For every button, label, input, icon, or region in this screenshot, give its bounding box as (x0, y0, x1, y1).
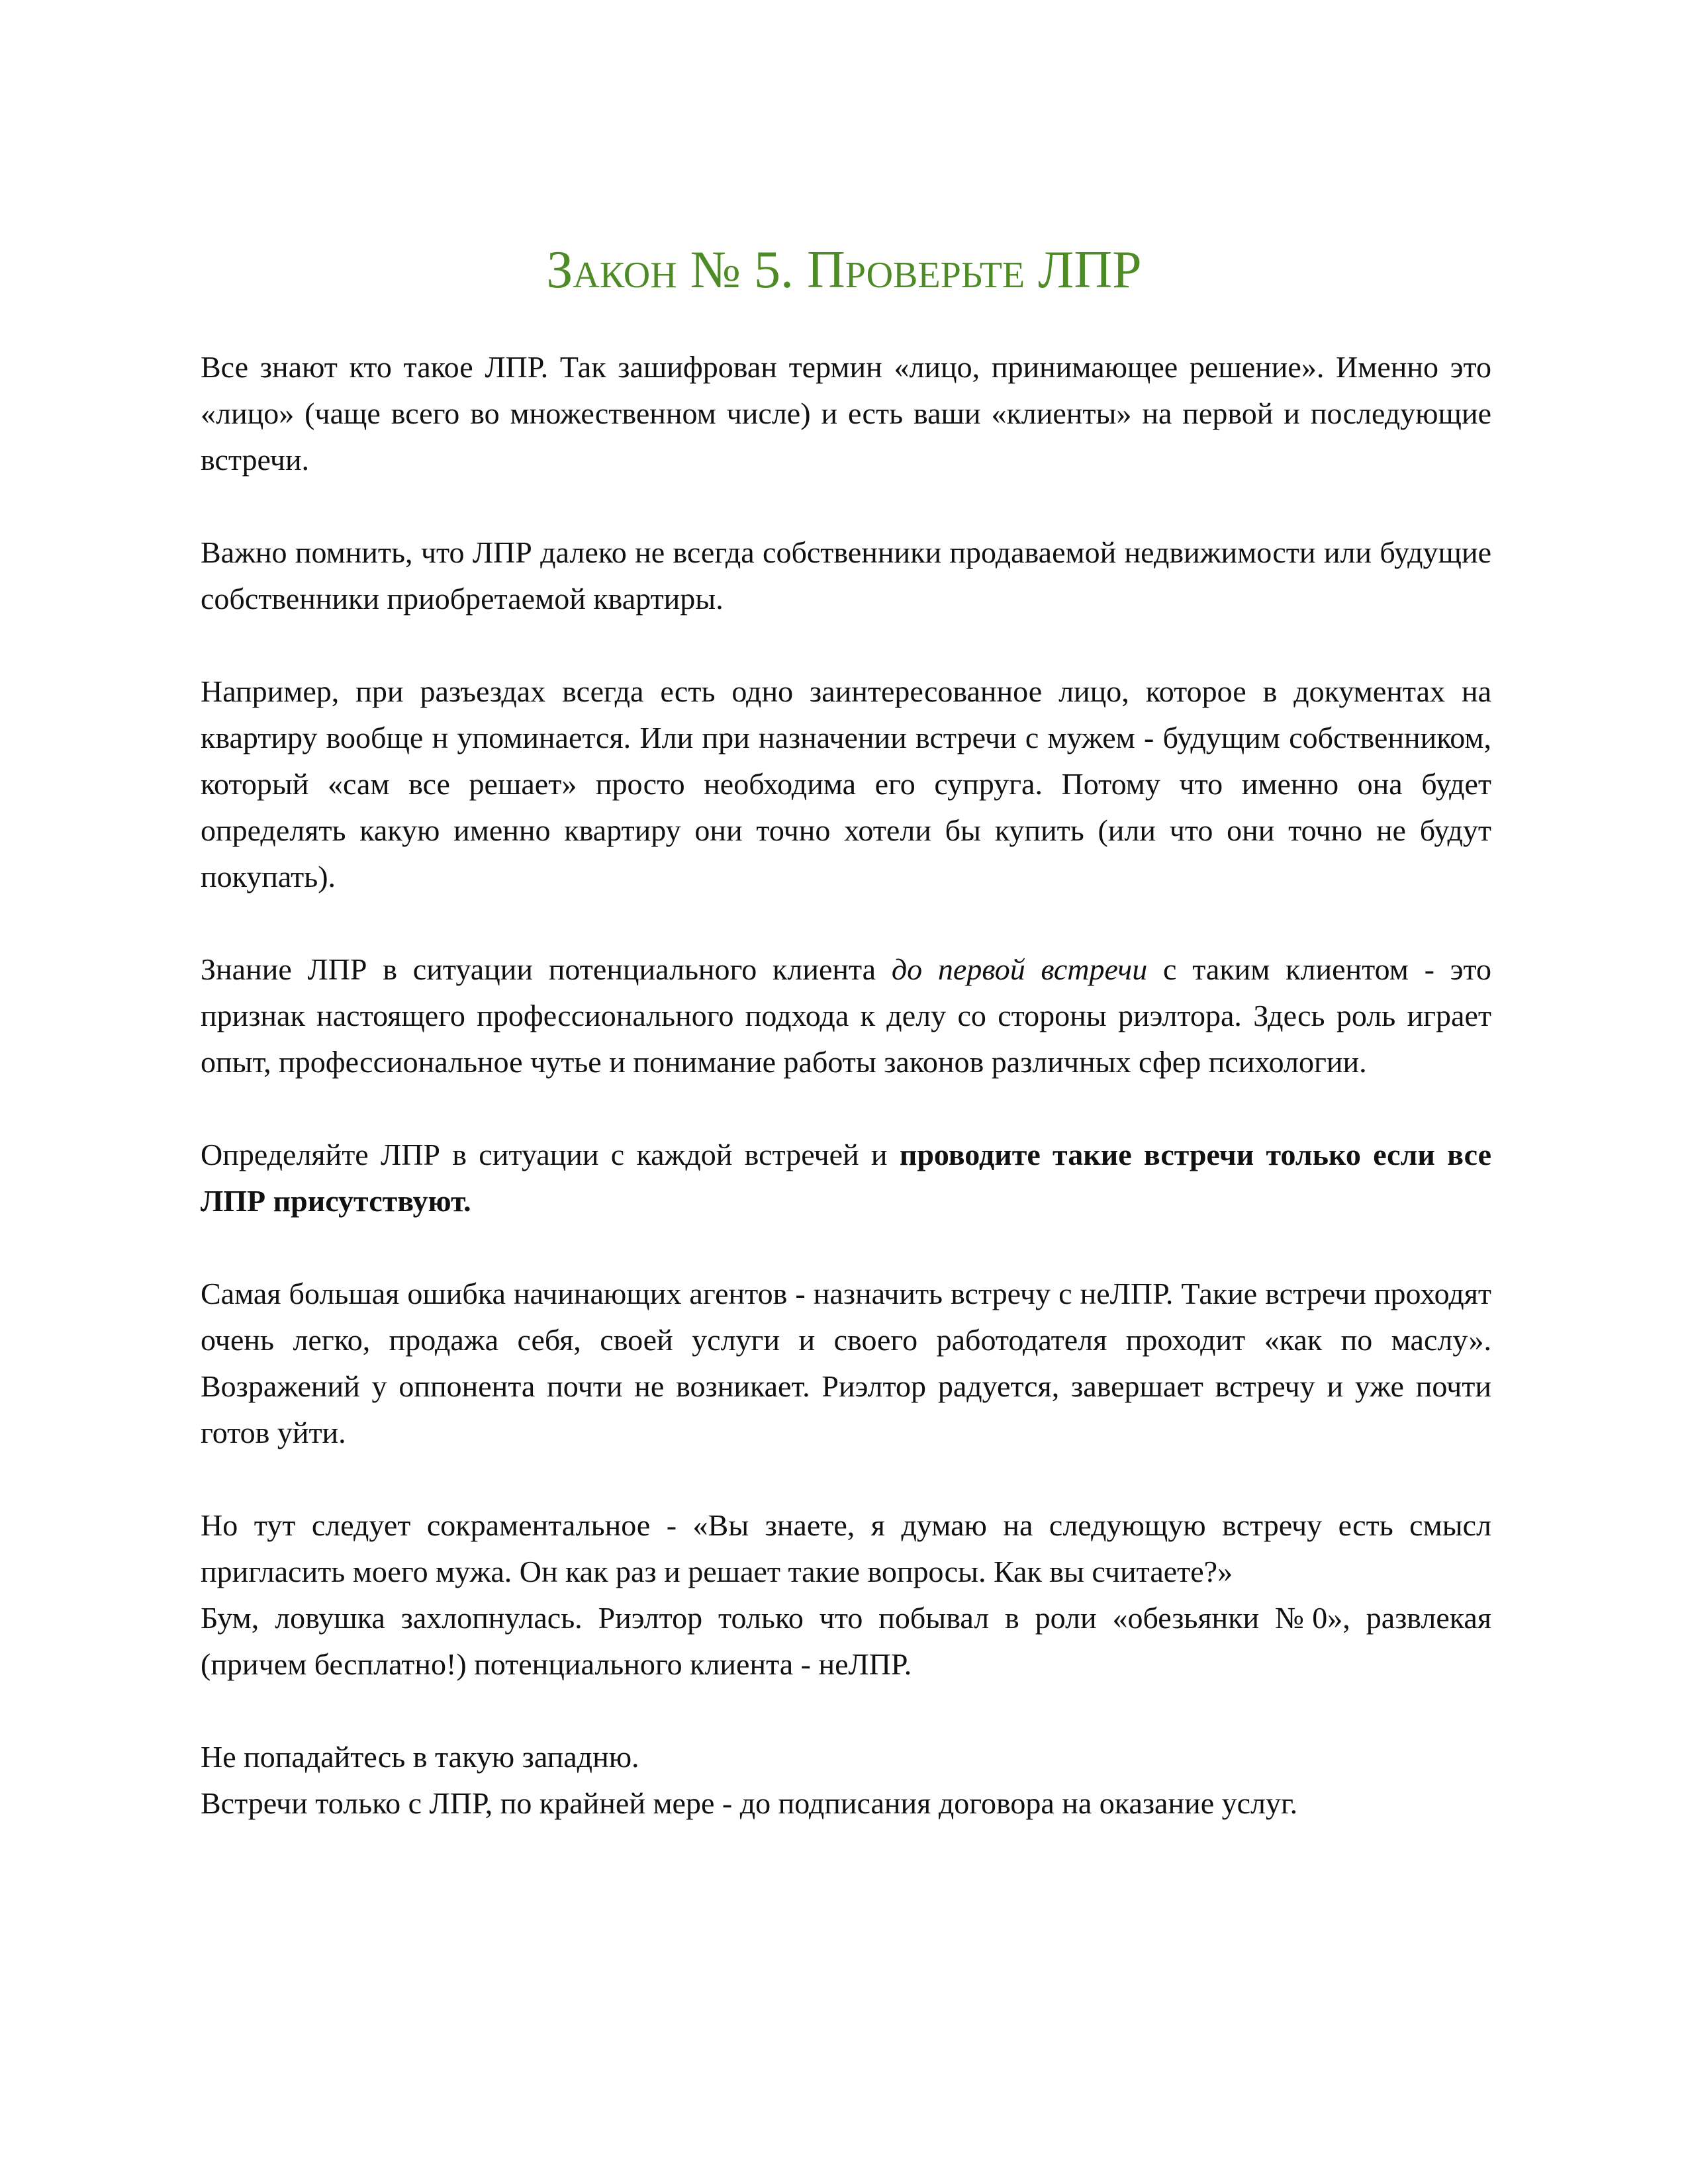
page-title: Закон № 5. Проверьте ЛПР (546, 241, 1142, 299)
paragraph-trap: Бум, ловушка захлопнулась. Риэлтор только что побывал в роли «обезьянки №0», развлекая (причем бесплатно!) потенциального клиента - неЛПР. (201, 1601, 1491, 1681)
paragraph-knowledge (201, 946, 1491, 1085)
paragraph-mistake: Самая большая ошибка начинающих агентов - назначить встречу с неЛПР. Такие встречи проходят очень легко, продажа себя, своей услуги и своего работодателя проходит «как по маслу». Возражений у оппонента почти не возникает. Риэлтор радуется, завершает встречу и уже почти готов уйти. (201, 1277, 1491, 1449)
rule-bold-text: проводите такие встречи только если все ЛПР присутствуют. (201, 1138, 1491, 1218)
knowledge-text-start: Знание ЛПР в ситуации потенциального клиента (201, 952, 892, 986)
paragraph-warning: Не попадайтесь в такую западню. (201, 1740, 639, 1774)
paragraph-definition: Все знают кто такое ЛПР. Так зашифрован термин «лицо, принимающее решение». Именно это «лицо» (чаще всего во множественном числе) и есть ваши «клиенты» на первой и последующие встречи. (201, 350, 1491, 477)
paragraph-quote: Но тут следует сокраментальное - «Вы знаете, я думаю на следующую встречу есть смысл пригласить моего мужа. Он как раз и решает такие вопросы. Как вы считаете?» (201, 1508, 1491, 1588)
knowledge-text-end: с таким клиентом - это признак настоящего профессионального подхода к делу со стороны риэлтора. Здесь роль играет опыт, профессиональное чутье и понимание работы законов различных сфер психологии. (201, 952, 1491, 1079)
paragraph-not-owners: Важно помнить, что ЛПР далеко не всегда собственники продаваемой недвижимости или будущие собственники приобретаемой квартиры. (201, 535, 1491, 615)
document-body (201, 344, 1491, 1873)
paragraph-rule (201, 1132, 1491, 1224)
paragraph-conclusion: Встречи только с ЛПР, по крайней мере - до подписания договора на оказание услуг. (201, 1786, 1298, 1820)
knowledge-emphasis: до первой встречи (891, 952, 1148, 986)
rule-text: Определяйте ЛПР в ситуации с каждой встречей и (201, 1138, 900, 1171)
paragraph-example: Например, при разъездах всегда есть одно заинтересованное лицо, которое в документах на квартиру вообще н упоминается. Или при назначении встречи с мужем - будущим собственником, который «сам все решает» просто необходима его супруга. Потому что именно она будет определять какую именно квартиру они точно хотели бы купить (или что они точно не будут покупать). (201, 674, 1491, 893)
